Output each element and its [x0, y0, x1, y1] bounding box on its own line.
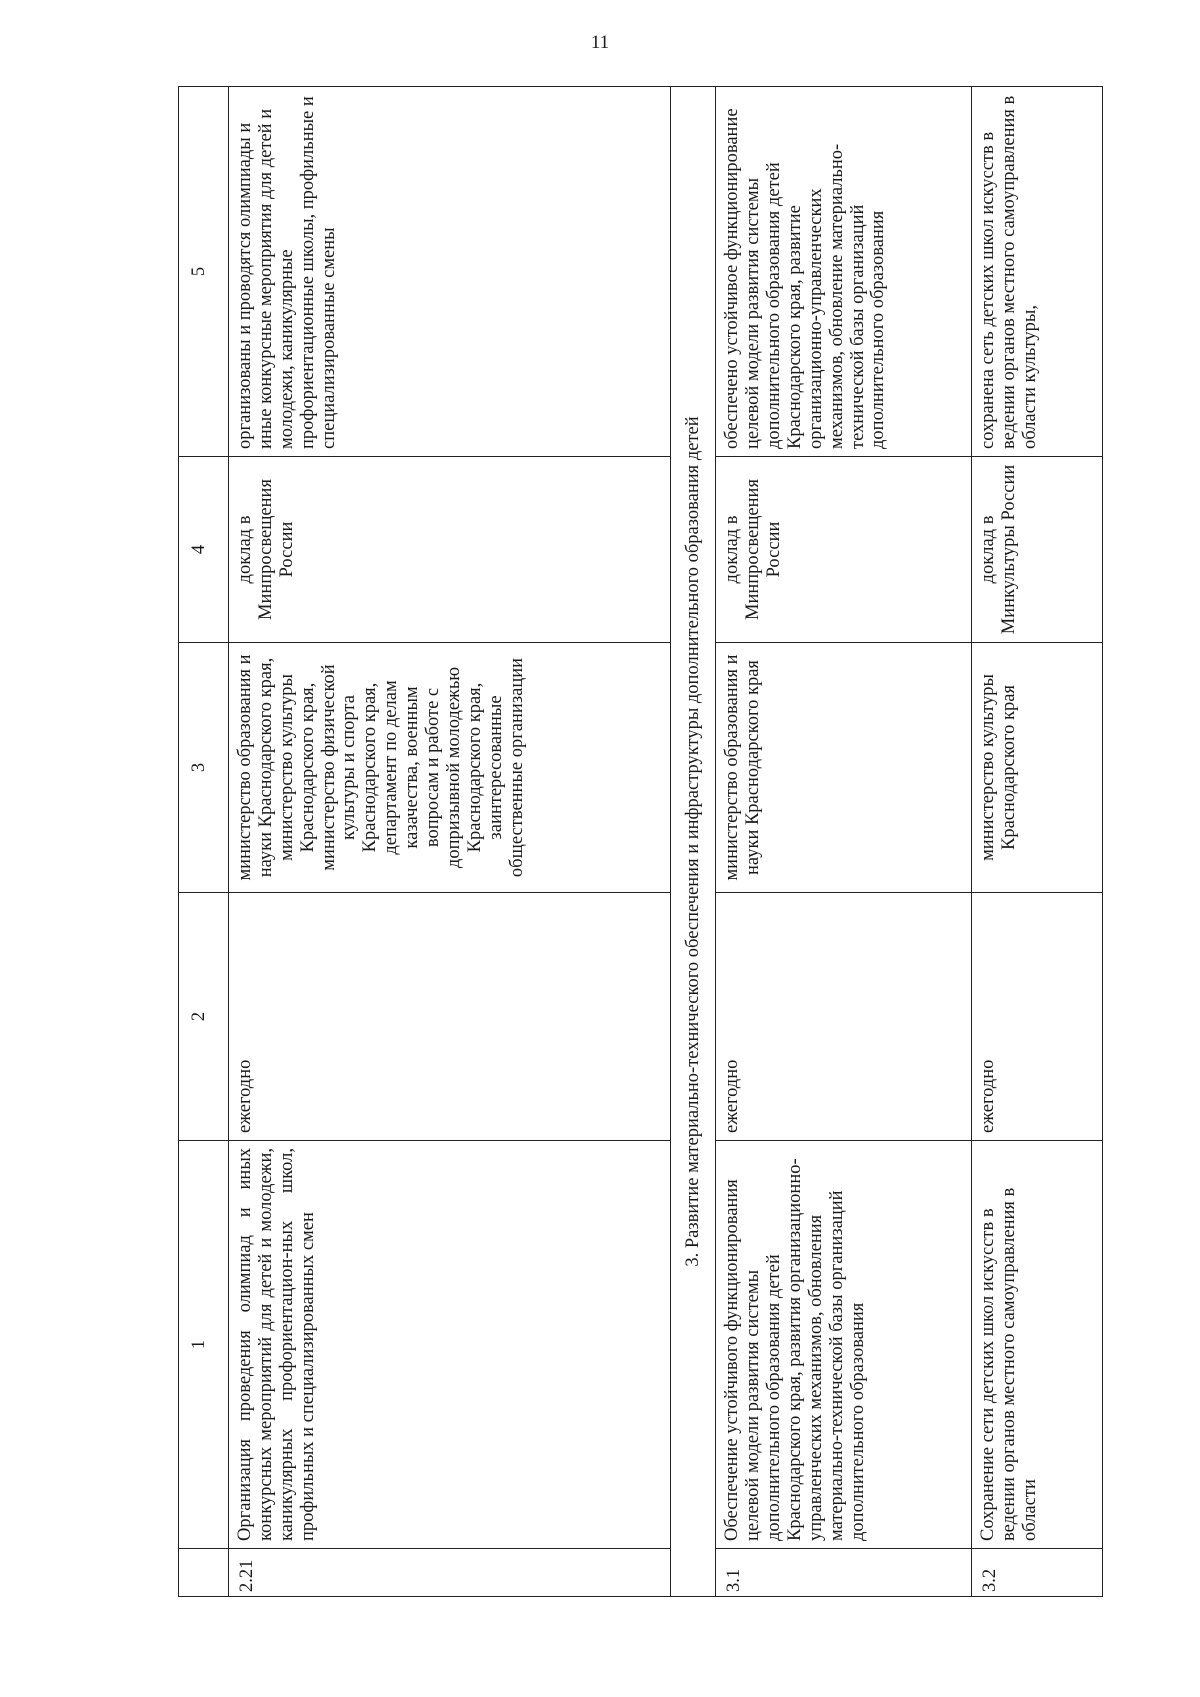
header-num [179, 1549, 229, 1597]
page-number: 11 [590, 32, 610, 53]
header-col-1: 1 [179, 1141, 229, 1549]
header-row [179, 87, 229, 1597]
result-cell: организованы и проводятся олимпиады и иные конкурсные мероприятия для детей и молодежи, каникулярные профориентационные школы, профильные и специализированные смены [229, 87, 671, 457]
header-col-4: 4 [179, 457, 229, 643]
row-number: 3.1 [716, 1549, 972, 1597]
row-number: 2.21 [229, 1549, 671, 1597]
header-col-5: 5 [179, 87, 229, 457]
report-cell: доклад в Минпросвещения России [229, 457, 671, 643]
table-row [972, 87, 1103, 1597]
responsible-cell: министерство образования и науки Краснодарского края, министерство культуры Краснодарского края, министерство физической культуры и спорта Краснодарского края, департамент по делам казачества, военным вопросам и работе с допризывной молодежью Краснодарского края, заинтересованные общественные организации [229, 643, 671, 893]
period-cell: ежегодно [972, 893, 1103, 1141]
responsible-cell: министерство культуры Краснодарского края [972, 643, 1103, 893]
measures-table [178, 86, 1103, 1597]
table-row [716, 87, 972, 1597]
rotated-table-container [178, 87, 1103, 1597]
result-cell: сохранена сеть детских школ искусств в ведении органов местного самоуправления в области культуры, [972, 87, 1103, 457]
header-col-2: 2 [179, 893, 229, 1141]
table-row [229, 87, 671, 1597]
header-col-3: 3 [179, 643, 229, 893]
measure-name: Сохранение сети детских школ искусств в ведении органов местного самоуправления в области [972, 1141, 1103, 1549]
report-cell: доклад в Минпросвещения России [716, 457, 972, 643]
section-title: 3. Развитие материально-технического обеспечения и инфраструктуры дополнительного образования детей [671, 87, 716, 1597]
responsible-cell: министерство образования и науки Краснодарского края [716, 643, 972, 893]
row-number: 3.2 [972, 1549, 1103, 1597]
result-cell: обеспечено устойчивое функционирование целевой модели развития системы дополнительного образования детей Краснодарского края, развитие организационно-управленческих механизмов, обновление материально-технической базы организаций дополнительного образования [716, 87, 972, 457]
measure-name: Обеспечение устойчивого функционирования целевой модели развития системы дополнительного образования детей Краснодарского края, развития организационно-управленческих механизмов, обновления материально-технической базы организаций дополнительного образования [716, 1141, 972, 1549]
section-row [671, 87, 716, 1597]
period-cell: ежегодно [716, 893, 972, 1141]
report-cell: доклад в Минкультуры России [972, 457, 1103, 643]
period-cell: ежегодно [229, 893, 671, 1141]
measure-name: Организация проведения олимпиад и иных конкурсных мероприятий для детей и молодежи, каникулярных профориентацион-ных школ, профильных и специализированных смен [229, 1141, 671, 1549]
